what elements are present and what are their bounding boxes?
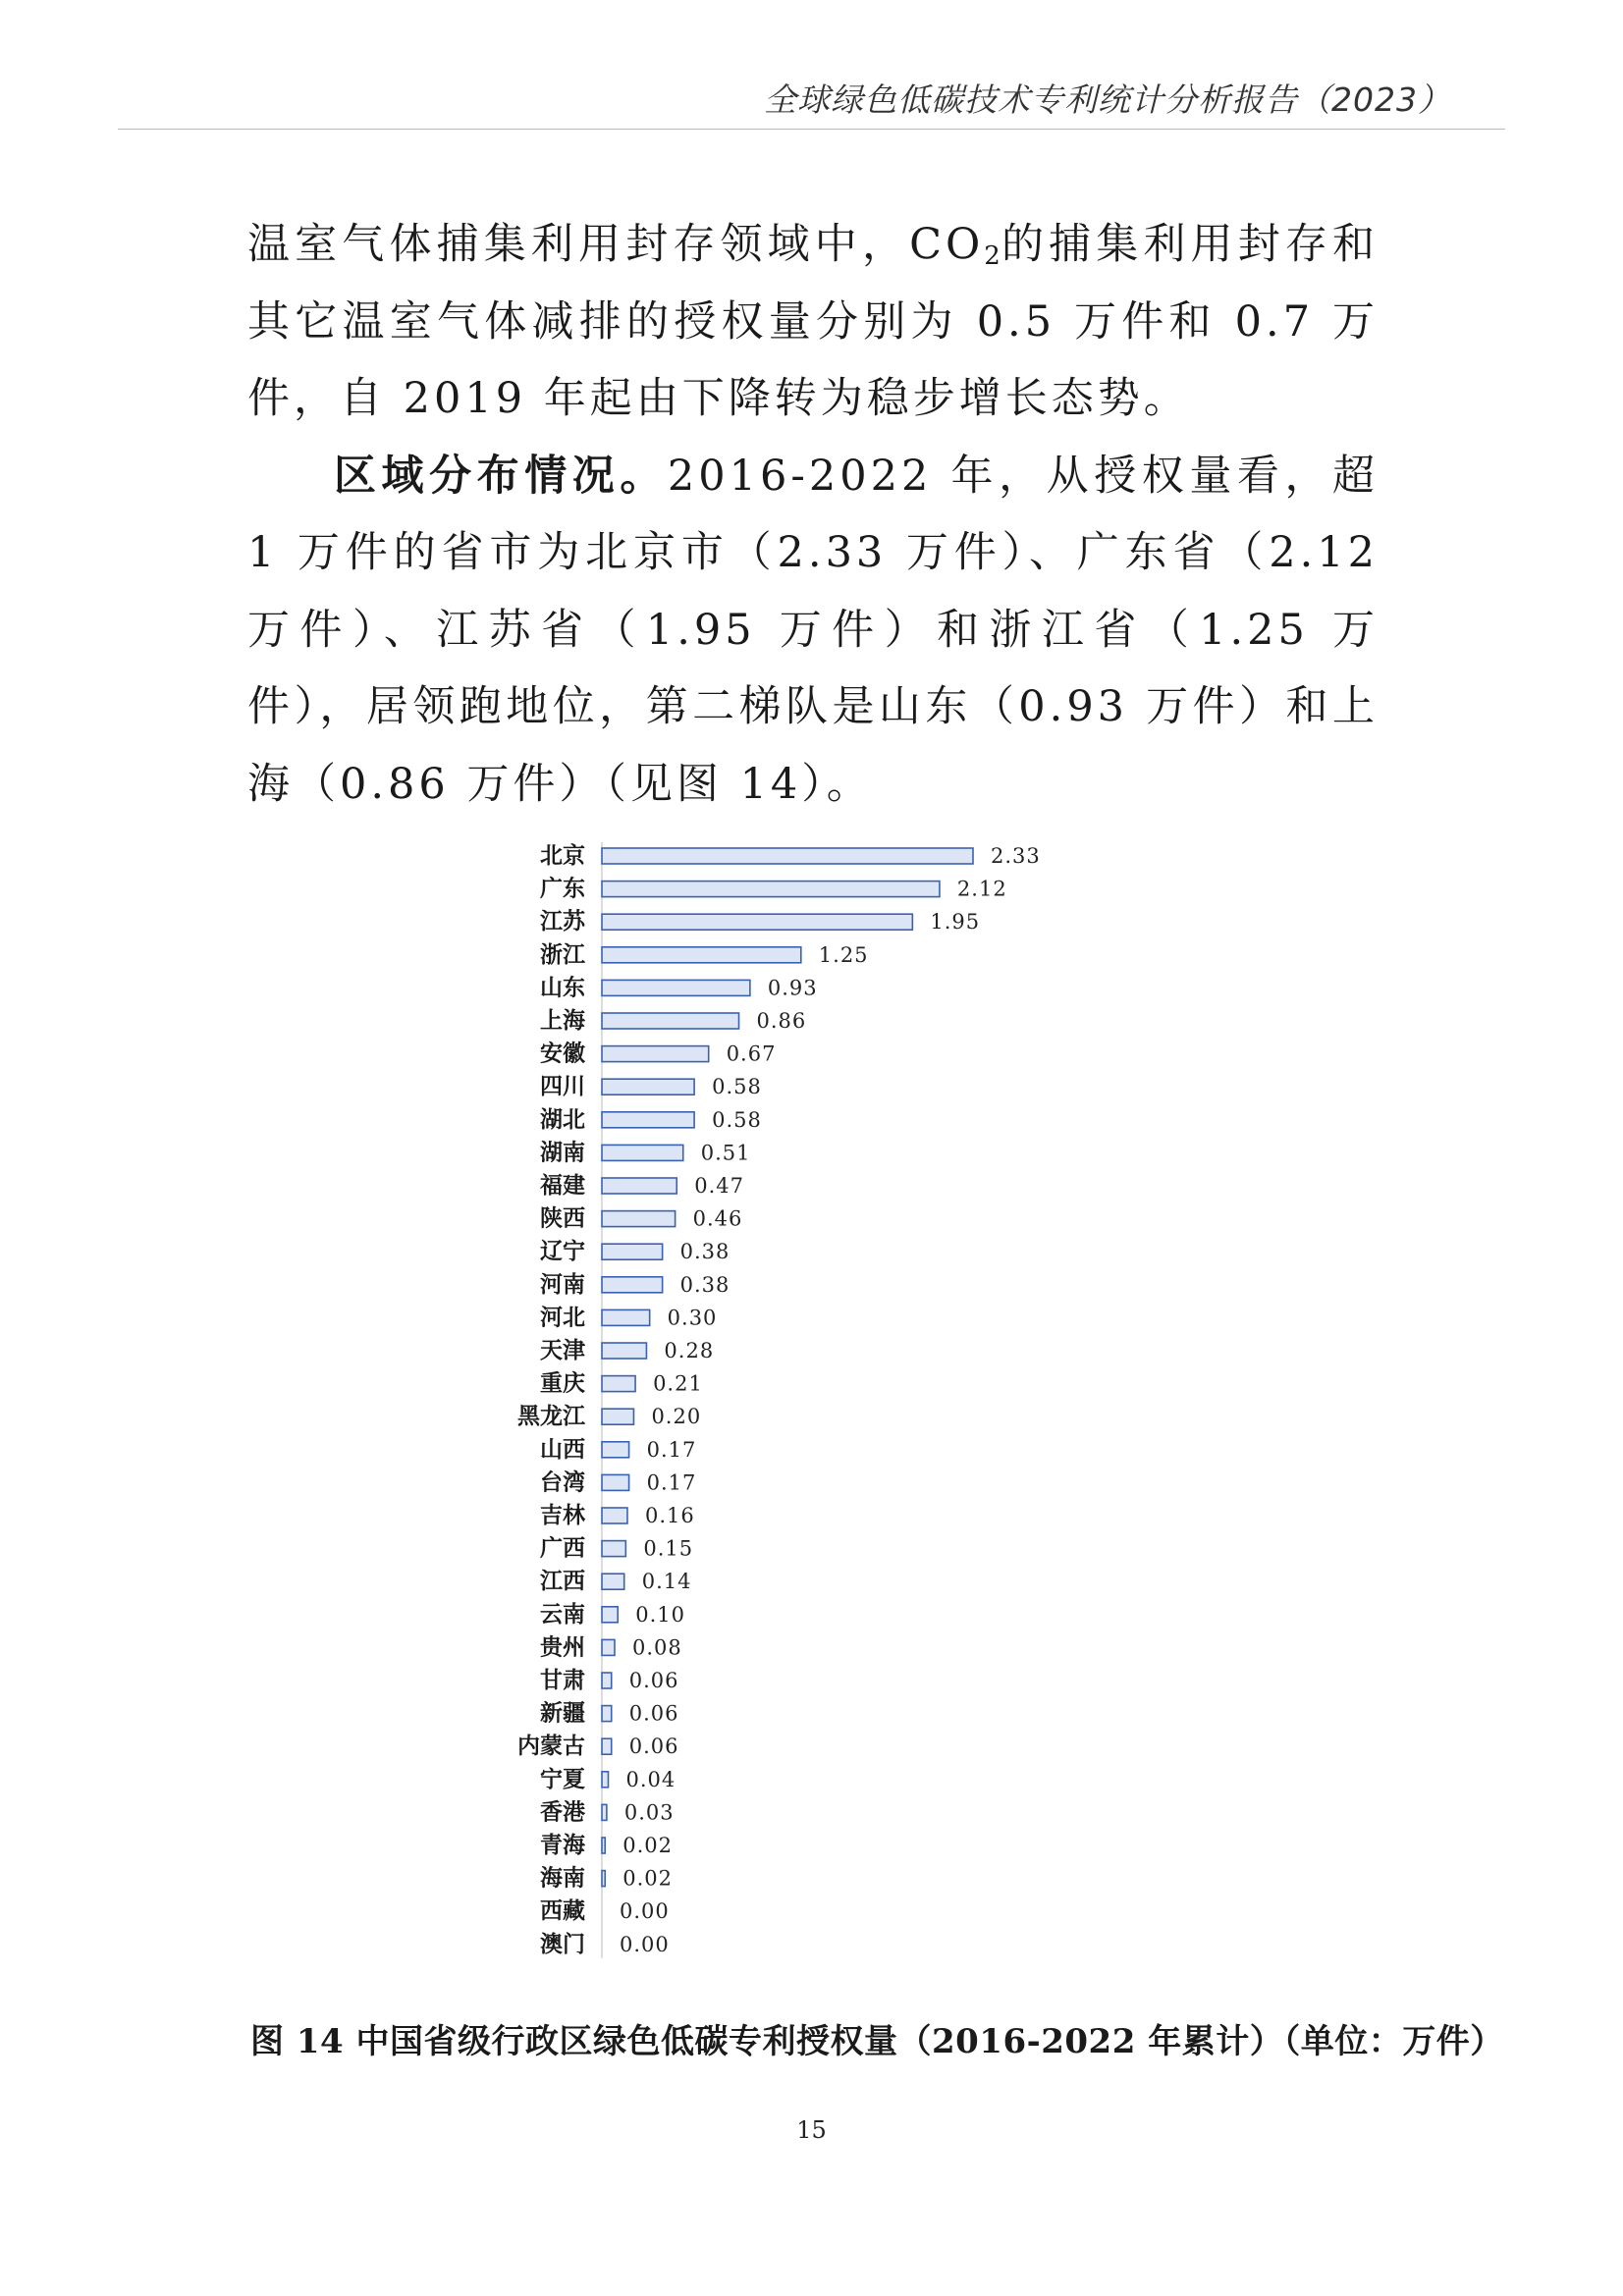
bar xyxy=(602,914,912,930)
category-label: 湖北 xyxy=(540,1106,585,1133)
bar xyxy=(602,1673,612,1688)
data-label: 0.00 xyxy=(620,1899,670,1924)
data-label: 0.06 xyxy=(628,1669,679,1692)
data-label: 0.28 xyxy=(664,1339,715,1362)
category-label: 山西 xyxy=(540,1436,585,1463)
co2-subscript: 2 xyxy=(984,241,1001,271)
bar xyxy=(602,1376,635,1392)
category-label: 海南 xyxy=(540,1865,585,1892)
bar xyxy=(602,1046,709,1062)
page-number: 15 xyxy=(796,2116,827,2144)
bar xyxy=(602,1309,650,1325)
bar xyxy=(602,1343,646,1359)
data-label: 0.02 xyxy=(622,1834,674,1857)
header-rule xyxy=(118,129,1505,130)
category-label: 广西 xyxy=(540,1535,585,1562)
category-label: 吉林 xyxy=(540,1503,585,1528)
data-label: 0.51 xyxy=(700,1141,751,1165)
province-bar-chart xyxy=(491,834,1198,1963)
data-label: 0.47 xyxy=(694,1174,745,1198)
category-label: 江西 xyxy=(540,1569,585,1595)
category-label: 澳门 xyxy=(540,1931,585,1957)
data-label: 0.17 xyxy=(646,1470,697,1495)
category-label: 天津 xyxy=(540,1338,585,1363)
category-label: 陕西 xyxy=(540,1205,585,1232)
data-label: 2.12 xyxy=(956,877,1007,901)
bar xyxy=(602,1079,694,1095)
category-label: 新疆 xyxy=(540,1700,585,1727)
data-label: 1.25 xyxy=(818,942,869,967)
data-label: 0.00 xyxy=(620,1932,670,1956)
data-label: 0.10 xyxy=(635,1602,685,1627)
data-label: 0.58 xyxy=(712,1075,762,1099)
data-label: 0.38 xyxy=(679,1240,730,1264)
bar xyxy=(602,848,973,864)
bar xyxy=(602,1013,739,1029)
bar xyxy=(602,1541,625,1557)
category-label: 贵州 xyxy=(540,1634,585,1661)
bar xyxy=(602,1871,605,1887)
category-label: 青海 xyxy=(540,1833,585,1858)
category-label: 北京 xyxy=(540,843,585,869)
running-header: 全球绿色低碳技术专利统计分析报告（2023） xyxy=(764,80,1451,119)
bar xyxy=(602,1639,615,1655)
category-label: 云南 xyxy=(540,1601,585,1628)
bar xyxy=(602,881,940,897)
category-label: 湖南 xyxy=(540,1140,585,1166)
category-label: 内蒙古 xyxy=(517,1734,585,1760)
data-label: 2.33 xyxy=(991,844,1041,868)
paragraph-ghg-post: 的捕集利用封存和其它温室气体减排的授权量分别为 0.5 万件和 0.7 万件，自 2019 年起由下降转为稳步增长态势。 xyxy=(247,220,1380,423)
data-label: 0.20 xyxy=(651,1405,702,1429)
paragraph-regional-lead: 区域分布情况。 xyxy=(334,451,668,501)
data-label: 0.46 xyxy=(692,1206,743,1231)
data-label: 0.38 xyxy=(679,1272,730,1297)
category-label: 福建 xyxy=(540,1173,585,1199)
category-label: 河南 xyxy=(540,1271,585,1298)
bar xyxy=(602,1804,607,1820)
bar xyxy=(602,1409,633,1424)
bar xyxy=(602,1738,612,1754)
category-label: 宁夏 xyxy=(540,1766,585,1792)
figure-caption: 图 14 中国省级行政区绿色低碳专利授权量（2016-2022 年累计）（单位：万件） xyxy=(250,2022,1504,2061)
paragraph-ghg-pre: 温室气体捕集利用封存领域中，CO xyxy=(247,220,985,269)
category-label: 安徽 xyxy=(540,1041,585,1067)
body-text xyxy=(247,206,1379,823)
category-label: 台湾 xyxy=(540,1469,585,1496)
category-label: 上海 xyxy=(540,1008,585,1034)
category-label: 浙江 xyxy=(540,941,585,968)
bar xyxy=(602,1145,683,1160)
data-label: 0.93 xyxy=(767,976,818,1000)
data-label: 1.95 xyxy=(930,910,981,934)
data-label: 0.02 xyxy=(622,1866,674,1891)
category-label: 西藏 xyxy=(540,1898,585,1925)
bar xyxy=(602,1442,629,1458)
category-label: 江苏 xyxy=(540,909,585,935)
bar xyxy=(602,1772,608,1788)
category-label: 黑龙江 xyxy=(517,1404,585,1430)
category-label: 香港 xyxy=(540,1799,585,1826)
category-label: 广东 xyxy=(540,876,585,902)
category-label: 辽宁 xyxy=(540,1239,585,1265)
data-label: 0.58 xyxy=(712,1107,762,1132)
category-label: 四川 xyxy=(540,1074,585,1100)
bar xyxy=(602,1508,627,1523)
bar xyxy=(602,1244,663,1259)
bar xyxy=(602,1211,676,1227)
bar xyxy=(602,1607,618,1623)
bar xyxy=(602,980,750,995)
data-label: 0.30 xyxy=(667,1306,718,1330)
bar xyxy=(602,1838,605,1853)
category-label: 河北 xyxy=(540,1305,585,1331)
data-label: 0.03 xyxy=(623,1800,675,1825)
data-label: 0.06 xyxy=(628,1701,679,1726)
category-label: 重庆 xyxy=(540,1370,585,1397)
bar xyxy=(602,1277,663,1293)
paragraph-ghg xyxy=(247,206,1379,438)
paragraph-regional-text: 2016-2022 年，从授权量看，超 1 万件的省市为北京市（2.33 万件）、广东省（2.12 万件）、江苏省（1.95 万件）和浙江省（1.25 万件），居领跑地位，第二梯队是山东（0.93 万件）和上海（0.86 万件）（见图 14）。 xyxy=(247,451,1380,809)
bar xyxy=(602,1112,694,1128)
data-label: 0.14 xyxy=(641,1570,692,1594)
data-label: 0.08 xyxy=(631,1635,682,1660)
data-label: 0.16 xyxy=(644,1504,695,1527)
paragraph-regional xyxy=(247,438,1379,824)
bar xyxy=(602,1574,624,1589)
data-label: 0.15 xyxy=(643,1536,694,1561)
data-label: 0.06 xyxy=(628,1735,679,1759)
data-label: 0.17 xyxy=(646,1437,697,1462)
category-label: 山东 xyxy=(540,975,585,1001)
bar xyxy=(602,1706,612,1722)
category-label: 甘肃 xyxy=(540,1668,585,1693)
data-label: 0.04 xyxy=(625,1767,676,1791)
data-label: 0.21 xyxy=(653,1371,703,1396)
bar xyxy=(602,1178,676,1194)
data-label: 0.67 xyxy=(726,1041,777,1066)
data-label: 0.86 xyxy=(756,1009,807,1033)
bar xyxy=(602,947,801,963)
bar xyxy=(602,1474,629,1490)
